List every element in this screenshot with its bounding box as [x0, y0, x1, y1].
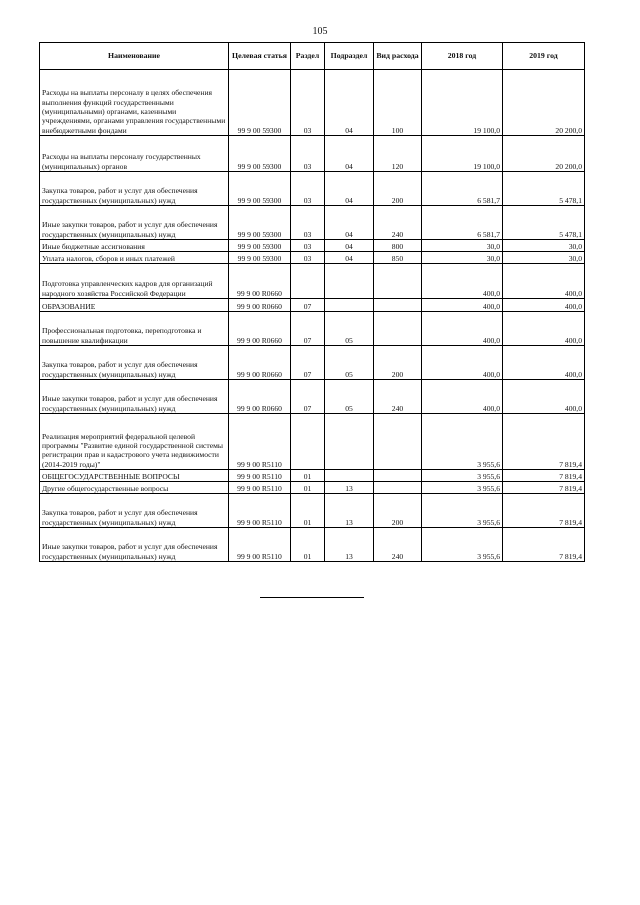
- row-expense-type: [374, 482, 422, 494]
- row-target: 99 9 00 59300: [229, 252, 291, 264]
- row-2019: 400,0: [503, 380, 585, 414]
- table-row: [40, 252, 585, 264]
- row-2018: 3 955,6: [422, 414, 503, 470]
- row-2019: 5 478,1: [503, 206, 585, 240]
- row-subsection: 04: [325, 172, 374, 206]
- row-expense-type: 240: [374, 528, 422, 562]
- row-name: Расходы на выплаты персоналу в целях обеспечения выполнения функций государственными (муниципальными) органами, казенными учреждениями, органами управления государственными внебюджетными фондами: [40, 70, 229, 136]
- row-target: 99 9 00 R5110: [229, 414, 291, 470]
- row-expense-type: [374, 299, 422, 312]
- row-section: [291, 414, 325, 470]
- row-2019: 400,0: [503, 264, 585, 299]
- row-target: 99 9 00 R5110: [229, 470, 291, 482]
- row-section: 07: [291, 312, 325, 346]
- row-subsection: [325, 414, 374, 470]
- table-row: [40, 346, 585, 380]
- row-section: 03: [291, 136, 325, 172]
- row-section: 03: [291, 240, 325, 252]
- row-subsection: [325, 299, 374, 312]
- row-target: 99 9 00 R5110: [229, 494, 291, 528]
- row-section: 03: [291, 172, 325, 206]
- row-section: 01: [291, 470, 325, 482]
- row-expense-type: [374, 470, 422, 482]
- row-expense-type: 200: [374, 172, 422, 206]
- table-row: [40, 299, 585, 312]
- row-name: Иные бюджетные ассигнования: [40, 240, 229, 252]
- row-name: Подготовка управленческих кадров для организаций народного хозяйства Российской Федерации: [40, 264, 229, 299]
- table-row: [40, 172, 585, 206]
- row-subsection: 04: [325, 240, 374, 252]
- row-section: 01: [291, 494, 325, 528]
- table-row: [40, 494, 585, 528]
- row-name: Уплата налогов, сборов и иных платежей: [40, 252, 229, 264]
- row-target: 99 9 00 R5110: [229, 528, 291, 562]
- row-subsection: 13: [325, 482, 374, 494]
- row-name: Закупка товаров, работ и услуг для обеспечения государственных (муниципальных) нужд: [40, 346, 229, 380]
- row-2018: 6 581,7: [422, 172, 503, 206]
- row-target: 99 9 00 R5110: [229, 482, 291, 494]
- row-expense-type: [374, 414, 422, 470]
- row-2019: 7 819,4: [503, 414, 585, 470]
- row-name: Закупка товаров, работ и услуг для обеспечения государственных (муниципальных) нужд: [40, 172, 229, 206]
- table-row: [40, 482, 585, 494]
- row-2019: 7 819,4: [503, 470, 585, 482]
- table-row: [40, 240, 585, 252]
- row-subsection: 05: [325, 346, 374, 380]
- row-2018: 30,0: [422, 252, 503, 264]
- header-name: Наименование: [40, 43, 229, 70]
- header-target-article: Целевая статья: [229, 43, 291, 70]
- header-2019: 2019 год: [503, 43, 585, 70]
- row-2019: 30,0: [503, 240, 585, 252]
- row-2019: 20 200,0: [503, 70, 585, 136]
- row-expense-type: 240: [374, 380, 422, 414]
- row-2018: 400,0: [422, 380, 503, 414]
- row-subsection: 04: [325, 252, 374, 264]
- row-section: 07: [291, 299, 325, 312]
- row-subsection: 04: [325, 70, 374, 136]
- table-row: [40, 470, 585, 482]
- row-name: Иные закупки товаров, работ и услуг для обеспечения государственных (муниципальных) нужд: [40, 528, 229, 562]
- row-2018: 3 955,6: [422, 528, 503, 562]
- row-2018: 400,0: [422, 299, 503, 312]
- row-2018: 19 100,0: [422, 70, 503, 136]
- row-section: 07: [291, 346, 325, 380]
- row-subsection: [325, 264, 374, 299]
- table-row: [40, 312, 585, 346]
- row-subsection: 13: [325, 528, 374, 562]
- row-2019: 7 819,4: [503, 482, 585, 494]
- row-2018: 3 955,6: [422, 494, 503, 528]
- row-subsection: 05: [325, 312, 374, 346]
- row-target: 99 9 00 59300: [229, 240, 291, 252]
- row-target: 99 9 00 59300: [229, 172, 291, 206]
- row-2018: 6 581,7: [422, 206, 503, 240]
- row-name: Иные закупки товаров, работ и услуг для обеспечения государственных (муниципальных) нужд: [40, 206, 229, 240]
- footnote-divider: [260, 597, 364, 598]
- table-row: [40, 136, 585, 172]
- page-number: 105: [312, 26, 328, 37]
- row-section: 01: [291, 528, 325, 562]
- row-2019: 400,0: [503, 312, 585, 346]
- table-row: [40, 528, 585, 562]
- row-2019: 5 478,1: [503, 172, 585, 206]
- row-target: 99 9 00 R0660: [229, 346, 291, 380]
- table-row: [40, 380, 585, 414]
- row-section: 01: [291, 482, 325, 494]
- row-2018: 400,0: [422, 264, 503, 299]
- row-subsection: [325, 470, 374, 482]
- row-expense-type: 100: [374, 70, 422, 136]
- row-target: 99 9 00 R0660: [229, 380, 291, 414]
- row-2018: 30,0: [422, 240, 503, 252]
- row-2018: 3 955,6: [422, 470, 503, 482]
- row-name: ОБЩЕГОСУДАРСТВЕННЫЕ ВОПРОСЫ: [40, 470, 229, 482]
- row-name: Расходы на выплаты персоналу государственных (муниципальных) органов: [40, 136, 229, 172]
- row-section: 07: [291, 380, 325, 414]
- row-2019: 7 819,4: [503, 528, 585, 562]
- row-expense-type: 200: [374, 494, 422, 528]
- row-section: 03: [291, 70, 325, 136]
- table-row: [40, 264, 585, 299]
- row-subsection: 04: [325, 136, 374, 172]
- budget-table: [39, 42, 585, 562]
- row-target: 99 9 00 R0660: [229, 299, 291, 312]
- row-2019: 400,0: [503, 299, 585, 312]
- row-2019: 30,0: [503, 252, 585, 264]
- row-expense-type: [374, 264, 422, 299]
- row-name: Другие общегосударственные вопросы: [40, 482, 229, 494]
- row-name: Реализация мероприятий федеральной целевой программы "Развитие единой государственной системы регистрации прав и кадастрового учета недвижимости (2014-2019 годы)": [40, 414, 229, 470]
- row-target: 99 9 00 59300: [229, 206, 291, 240]
- row-2018: 19 100,0: [422, 136, 503, 172]
- row-expense-type: 200: [374, 346, 422, 380]
- row-section: 03: [291, 252, 325, 264]
- row-2019: 7 819,4: [503, 494, 585, 528]
- row-target: 99 9 00 59300: [229, 70, 291, 136]
- row-name: Иные закупки товаров, работ и услуг для обеспечения государственных (муниципальных) нужд: [40, 380, 229, 414]
- row-section: [291, 264, 325, 299]
- header-expense-type: Вид расхода: [374, 43, 422, 70]
- row-name: Закупка товаров, работ и услуг для обеспечения государственных (муниципальных) нужд: [40, 494, 229, 528]
- row-expense-type: [374, 312, 422, 346]
- row-expense-type: 120: [374, 136, 422, 172]
- row-2018: 400,0: [422, 312, 503, 346]
- row-2018: 3 955,6: [422, 482, 503, 494]
- header-2018: 2018 год: [422, 43, 503, 70]
- table-row: [40, 414, 585, 470]
- row-name: ОБРАЗОВАНИЕ: [40, 299, 229, 312]
- row-target: 99 9 00 R0660: [229, 264, 291, 299]
- row-subsection: 13: [325, 494, 374, 528]
- row-2018: 400,0: [422, 346, 503, 380]
- row-subsection: 05: [325, 380, 374, 414]
- row-expense-type: 240: [374, 206, 422, 240]
- header-subsection: Подраздел: [325, 43, 374, 70]
- row-expense-type: 850: [374, 252, 422, 264]
- row-2019: 400,0: [503, 346, 585, 380]
- row-2019: 20 200,0: [503, 136, 585, 172]
- table-header-row: [40, 43, 585, 70]
- row-section: 03: [291, 206, 325, 240]
- row-expense-type: 800: [374, 240, 422, 252]
- row-subsection: 04: [325, 206, 374, 240]
- header-section: Раздел: [291, 43, 325, 70]
- row-target: 99 9 00 59300: [229, 136, 291, 172]
- row-name: Профессиональная подготовка, переподготовка и повышение квалификации: [40, 312, 229, 346]
- row-target: 99 9 00 R0660: [229, 312, 291, 346]
- table-row: [40, 70, 585, 136]
- table-row: [40, 206, 585, 240]
